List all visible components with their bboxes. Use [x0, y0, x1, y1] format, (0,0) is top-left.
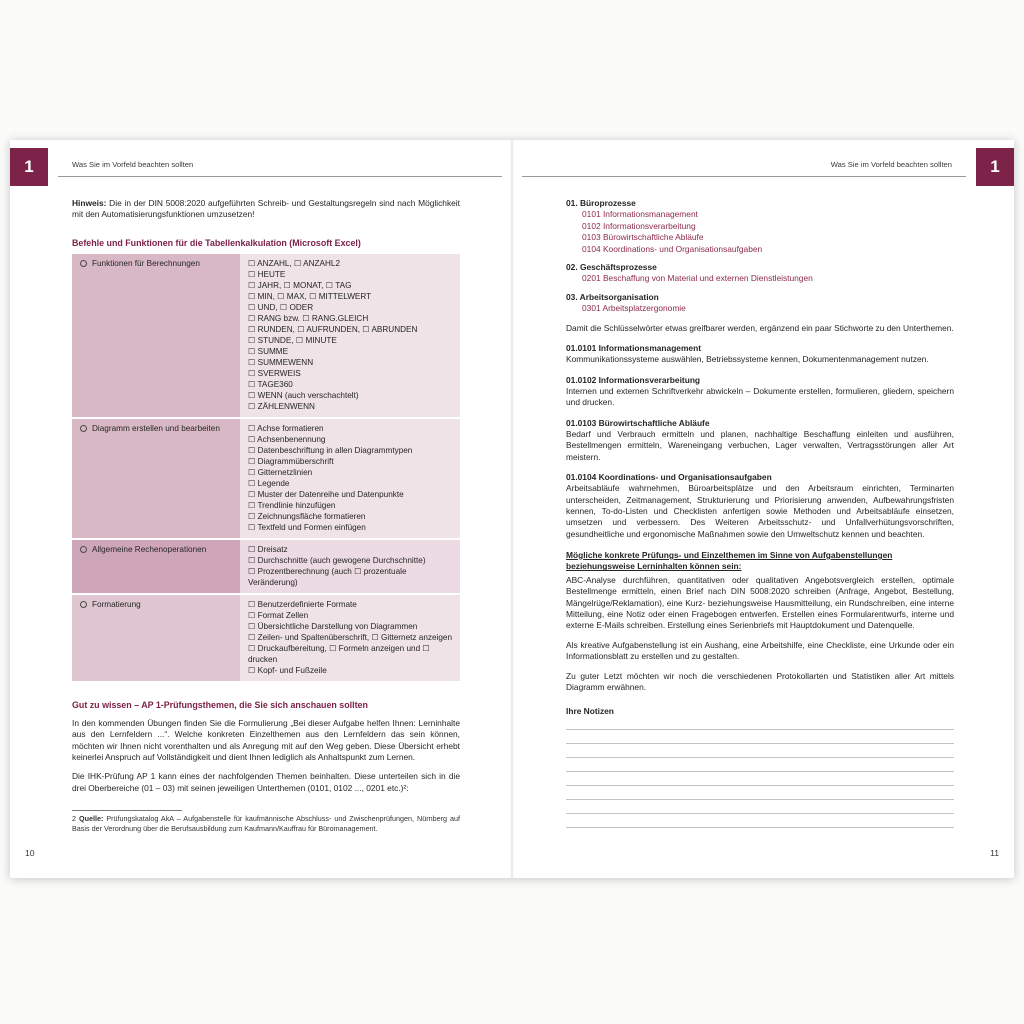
- category-label: Diagramm erstellen und bearbeiten: [92, 423, 220, 433]
- topic-section: [566, 418, 954, 463]
- hinweis-label: Hinweis:: [72, 198, 107, 208]
- notes-ruled-line: [566, 772, 954, 786]
- category-label: Formatierung: [92, 599, 141, 609]
- table-row: [72, 540, 460, 595]
- table-category-cell: [72, 540, 240, 593]
- checkbox-item: ☐ Format Zellen: [248, 610, 309, 620]
- table-items-cell: [240, 595, 460, 681]
- checkbox-item: ☐ Datenbeschriftung in allen Diagrammtypen: [248, 445, 413, 455]
- page-number-right: 11: [990, 848, 999, 858]
- table-category-cell: [72, 419, 240, 538]
- topic-section-text: Arbeitsabläufe wahrnehmen, Büroarbeitsplätze und den Arbeitsraum einrichten, Terminarten unterscheiden, Zeitmanagement, Strukturierung und Priorisierung anwenden, Aufbewahrungsfristen kennen, To-do-Listen und Checklisten anfertigen sowie Methoden und Arbeitsabläufe einsetzen, umsetzen und verbessern. Des Weiteren Arbeitsschutz- und Unfallverhütungsvorschriften, gesundheitliche und ergonomische Maßnahmen sowie den Umweltschutz kennen und beachten.: [566, 483, 954, 539]
- checkbox-item: ☐ Textfeld und Formen einfügen: [248, 522, 366, 532]
- checkbox-item: ☐ Zeichnungsfläche formatieren: [248, 511, 366, 521]
- footnote-label: Quelle:: [79, 814, 104, 824]
- checkbox-item: ☐ Druckaufbereitung, ☐ Formeln anzeigen und ☐ drucken: [248, 643, 430, 664]
- checkbox-item: ☐ Achsenbenennung: [248, 434, 326, 444]
- checkbox-item: ☐ MIN, ☐ MAX, ☐ MITTELWERT: [248, 291, 372, 301]
- book-spread: [10, 140, 1014, 878]
- final-paragraph: Zu guter Letzt möchten wir noch die verschiedenen Protokollarten und Statistiken aller Art mittels Diagramm erwähnen.: [566, 670, 954, 693]
- topic-section-title: 01.0104 Koordinations- und Organisationsaufgaben: [566, 472, 772, 483]
- topic-section: [566, 472, 954, 540]
- intro-paragraph-1: In den kommenden Übungen finden Sie die Formulierung „Bei dieser Aufgabe helfen Ihnen: Lerninhalte aus den Lernfeldern ...“. Welche konkreten Einzelthemen aus den Lernfeldern das sein können, möchten wir Ihnen nicht vorenthalten und als Anregung mit auf den Weg geben. Diese Übersicht erhebt keinerlei Anspruch auf Vollständigkeit und dient Ihnen lediglich als Anhaltspunkt zum Lernen.: [72, 717, 460, 763]
- notes-ruled-line: [566, 744, 954, 758]
- notes-section: [566, 706, 954, 828]
- category-label: Allgemeine Rechenoperationen: [92, 544, 207, 554]
- circle-bullet-icon: [80, 546, 87, 553]
- circle-bullet-icon: [80, 601, 87, 608]
- notes-ruled-line: [566, 786, 954, 800]
- footnote-rule: [72, 810, 182, 811]
- circle-bullet-icon: [80, 425, 87, 432]
- checkbox-item: ☐ Übersichtliche Darstellung von Diagrammen: [248, 621, 418, 631]
- checkbox-item: ☐ ANZAHL, ☐ ANZAHL2: [248, 258, 341, 268]
- outline-main-topic: 01. Büroprozesse: [566, 198, 636, 208]
- creative-tasks-paragraph: Als kreative Aufgabenstellung ist ein Aushang, eine Arbeitshilfe, eine Checkliste, eine Urkunde oder ein Informationsblatt zu erstellen und zu gestalten.: [566, 639, 954, 662]
- running-title: Was Sie im Vorfeld beachten sollten: [830, 160, 952, 169]
- intro-paragraph-2: Die IHK-Prüfung AP 1 kann eines der nachfolgenden Themen beinhalten. Diese unterteilen sich in die drei Oberbereiche (01 – 03) mit seinen jeweiligen Unterthemen (0101, 0102 ..., 0201 etc.)²:: [72, 771, 460, 793]
- outline-sub-topic: 0101 Informationsmanagement: [582, 209, 698, 220]
- checkbox-item: ☐ Zeilen- und Spaltenüberschrift, ☐ Gitternetz anzeigen: [248, 632, 453, 642]
- checkbox-item: ☐ STUNDE, ☐ MINUTE: [248, 335, 337, 345]
- gut-zu-wissen-heading: Gut zu wissen – AP 1-Prüfungsthemen, die Sie sich anschauen sollten: [72, 699, 368, 710]
- topic-section-title: 01.0103 Bürowirtschaftliche Abläufe: [566, 417, 710, 428]
- footnote-text: Prüfungskatalog AkA – Aufgabenstelle für kaufmännische Abschluss- und Zwischenprüfungen, Nürnberg auf Basis der Verordnung über die Berufsausbildung zum Kaufmann/Kauffrau für Büromanagement.: [72, 814, 460, 833]
- notes-ruled-line: [566, 758, 954, 772]
- notes-ruled-line: [566, 716, 954, 730]
- chapter-number: 1: [990, 157, 1000, 176]
- checkbox-item: ☐ RUNDEN, ☐ AUFRUNDEN, ☐ ABRUNDEN: [248, 324, 418, 334]
- checkbox-item: ☐ Legende: [248, 478, 290, 488]
- circle-bullet-icon: [80, 260, 87, 267]
- notes-title: Ihre Notizen: [566, 706, 614, 717]
- notes-ruled-line: [566, 730, 954, 744]
- category-label: Funktionen für Berechnungen: [92, 258, 200, 268]
- checkbox-item: ☐ SVERWEIS: [248, 368, 301, 378]
- table-row: [72, 419, 460, 540]
- outline-sub-topic: 0102 Informationsverarbeitung: [582, 220, 696, 231]
- exam-topics-title: Mögliche konkrete Prüfungs- und Einzelthemen im Sinne von Aufgabenstellungen beziehungsweise Lerninhalten können sein:: [566, 549, 893, 572]
- right-page-content: [566, 198, 954, 846]
- topic-section-title: 01.0101 Informationsmanagement: [566, 343, 701, 354]
- topic-section-text: Bedarf und Verbrauch ermitteln und planen, nachhaltige Beschaffung einleiten und ausführen, Bestellmengen ermitteln, Wareneingang verbuchen, Lager verwalten, Vertragsstörungen aller Art meistern.: [566, 429, 954, 462]
- outline-main-topic: 03. Arbeitsorganisation: [566, 291, 659, 302]
- checkbox-item: ☐ JAHR, ☐ MONAT, ☐ TAG: [248, 280, 352, 290]
- outline-sub-topic: 0103 Bürowirtschaftliche Abläufe: [582, 232, 704, 243]
- stichworte-intro: Damit die Schlüsselwörter etwas greifbarer werden, ergänzend ein paar Stichworte zu den Unterthemen.: [566, 322, 954, 333]
- footnote-marker: 2: [72, 814, 76, 824]
- checkbox-item: ☐ HEUTE: [248, 269, 286, 279]
- page-number-left: 10: [25, 848, 35, 858]
- checkbox-item: ☐ Benutzerdefinierte Formate: [248, 599, 357, 609]
- notes-ruled-line: [566, 800, 954, 814]
- table-category-cell: [72, 595, 240, 681]
- checkbox-item: ☐ Diagrammüberschrift: [248, 456, 334, 466]
- outline-group: [566, 198, 954, 255]
- checkbox-item: ☐ SUMME: [248, 346, 289, 356]
- checkbox-item: ☐ Prozentberechnung (auch ☐ prozentuale Veränderung): [248, 566, 407, 587]
- outline-sub-topic: 0104 Koordinations- und Organisationsaufgaben: [582, 243, 763, 254]
- exam-topics-text: ABC-Analyse durchführen, quantitativen oder qualitativen Angebotsvergleich erstellen, optimale Bestellmenge ermitteln, einen Brief nach DIN 5008:2020 schreiben (Anfrage, Angebot, Bestellung, Mängelrüge/Reklamation), eine Kurz- beziehungsweise Hausmitteilung, ein Rundschreiben, eine interne Mitteilung, eine Notiz oder einen Fragebogen entwerfen. Erstellen eines Formularentwurfs, interne und externe E-Mails schreiben. Erstellung eines Serienbriefs mit Hauptdokument und Datenquelle.: [566, 574, 954, 631]
- notes-lines: [566, 716, 954, 828]
- checkbox-item: ☐ SUMMEWENN: [248, 357, 314, 367]
- topic-section: [566, 343, 954, 366]
- topic-section-text: Internen und externen Schriftverkehr abwickeln – Dokumente erstellen, formulieren, gliedern, speichern und drucken.: [566, 386, 954, 408]
- notes-ruled-line: [566, 814, 954, 828]
- checkbox-item: ☐ Muster der Datenreihe und Datenpunkte: [248, 489, 404, 499]
- hinweis-text: Die in der DIN 5008:2020 aufgeführten Schreib- und Gestaltungsregeln sind nach Möglichkeit mit den Automatisierungsfunktionen umzusetzen!: [72, 198, 460, 220]
- page-left: [10, 140, 512, 878]
- checkbox-item: ☐ UND, ☐ ODER: [248, 302, 314, 312]
- topic-outline: [566, 198, 954, 315]
- topic-sections: [566, 343, 954, 540]
- running-title: Was Sie im Vorfeld beachten sollten: [72, 160, 194, 169]
- table-items-cell: [240, 540, 460, 593]
- checkbox-item: ☐ TAGE360: [248, 379, 293, 389]
- checkbox-item: ☐ Kopf- und Fußzeile: [248, 665, 327, 675]
- topic-section-text: Kommunikationssysteme auswählen, Betriebssysteme kennen, Dokumentenmanagement nutzen.: [566, 354, 929, 365]
- outline-main-topic: 02. Geschäftsprozesse: [566, 262, 657, 273]
- topic-section: [566, 375, 954, 409]
- checkbox-item: ☐ RANG bzw. ☐ RANG.GLEICH: [248, 313, 369, 323]
- checkbox-item: ☐ WENN (auch verschachtelt): [248, 390, 359, 400]
- excel-table: [72, 254, 460, 683]
- footnote: [72, 814, 460, 833]
- table-items-cell: [240, 419, 460, 538]
- topic-section-title: 01.0102 Informationsverarbeitung: [566, 374, 701, 385]
- left-page-content: [72, 198, 460, 846]
- outline-sub-topic: 0301 Arbeitsplatzergonomie: [582, 303, 686, 314]
- checkbox-item: ☐ Durchschnitte (auch gewogene Durchschnitte): [248, 555, 426, 565]
- checkbox-item: ☐ Dreisatz: [248, 544, 288, 554]
- checkbox-item: ☐ Achse formatieren: [248, 423, 324, 433]
- page-right: [512, 140, 1014, 878]
- table-row: [72, 254, 460, 419]
- hinweis-paragraph: [72, 198, 460, 221]
- table-row: [72, 595, 460, 683]
- excel-table-title: Befehle und Funktionen für die Tabellenkalkulation (Microsoft Excel): [72, 237, 361, 248]
- outline-group: [566, 262, 954, 285]
- checkbox-item: ☐ ZÄHLENWENN: [248, 401, 315, 411]
- chapter-number: 1: [24, 157, 34, 176]
- checkbox-item: ☐ Trendlinie hinzufügen: [248, 500, 336, 510]
- checkbox-item: ☐ Gitternetzlinien: [248, 467, 313, 477]
- table-category-cell: [72, 254, 240, 417]
- outline-sub-topic: 0201 Beschaffung von Material und externen Dienstleistungen: [582, 273, 813, 284]
- outline-group: [566, 292, 954, 315]
- table-items-cell: [240, 254, 460, 417]
